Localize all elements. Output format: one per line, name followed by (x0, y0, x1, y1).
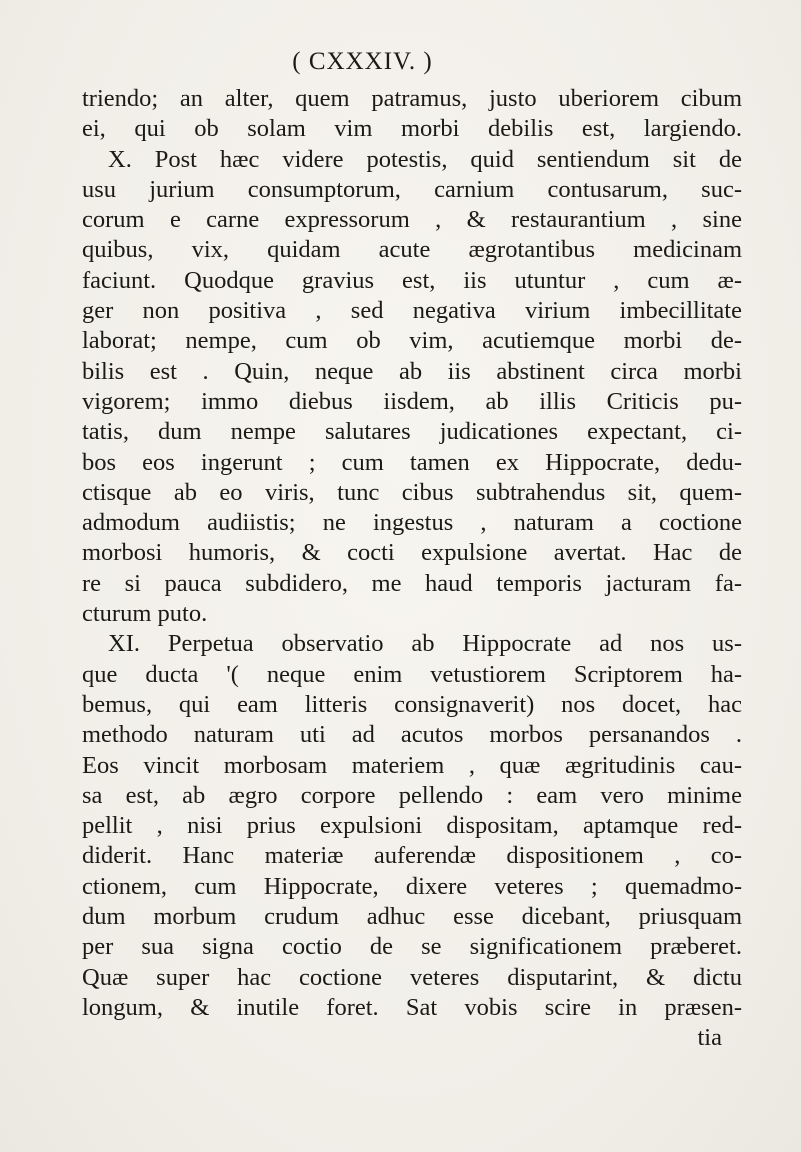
text-line: vigorem; immo diebus iisdem, ab illis Criticis pu- (82, 387, 742, 415)
text-line: XI. Perpetua observatio ab Hippocrate ad nos us- (108, 630, 742, 658)
text-line: quibus, vix, quidam acute ægrotantibus medicinam (82, 236, 742, 264)
text-line: Eos vincit morbosam materiem , quæ ægritudinis cau- (82, 751, 742, 779)
text-line: methodo naturam uti ad acutos morbos persanandos . (82, 721, 742, 749)
text-line: ctionem, cum Hippocrate, dixere veteres ; quemadmo- (82, 872, 742, 900)
text-line: bos eos ingerunt ; cum tamen ex Hippocrate, dedu- (82, 448, 742, 476)
text-line: triendo; an alter, quem patramus, justo uberiorem cibum (82, 85, 742, 112)
text-line: X. Post hæc videre potestis, quid sentiendum sit de (108, 145, 742, 173)
text-line: corum e carne expressorum , & restaurantium , sine (82, 206, 742, 234)
text-line: admodum audiistis; ne ingestus , naturam a coctione (82, 509, 742, 537)
text-line: per sua signa coctio de se significationem præberet. (82, 933, 742, 961)
text-line: dum morbum crudum adhuc esse dicebant, priusquam (82, 903, 742, 931)
text-line: pellit , nisi prius expulsioni dispositam, aptamque red- (82, 812, 742, 840)
text-line: ctisque ab eo viris, tunc cibus subtrahendus sit, quem- (82, 478, 742, 506)
text-line: Quæ super hac coctione veteres disputarint, & dictu (82, 963, 742, 991)
text-line: faciunt. Quodque gravius est, iis utuntur , cum æ- (82, 266, 742, 294)
text-line: re si pauca subdidero, me haud temporis jacturam fa- (82, 569, 742, 597)
text-line: bilis est . Quin, neque ab iis abstinent circa morbi (82, 357, 742, 385)
text-line: que ducta '( neque enim vetustiorem Scriptorem ha- (82, 660, 742, 688)
page-number-heading: ( CXXXIV. ) (292, 48, 433, 75)
text-line: diderit. Hanc materiæ auferendæ dispositionem , co- (82, 842, 742, 870)
text-line: usu jurium consumptorum, carnium contusarum, suc- (82, 175, 742, 203)
text-line: sa est, ab ægro corpore pellendo : eam vero minime (82, 781, 742, 809)
text-line: cturum puto. (82, 600, 208, 628)
text-line: ei, qui ob solam vim morbi debilis est, largiendo. (82, 115, 742, 143)
page-header (0, 48, 801, 76)
text-line: ger non positiva , sed negativa virium imbecillitate (82, 297, 742, 325)
text-line: longum, & inutile foret. Sat vobis scire in præsen- (82, 993, 742, 1021)
body-text (82, 84, 742, 1054)
text-line: tia (697, 1024, 722, 1052)
text-line: morbosi humoris, & cocti expulsione avertat. Hac de (82, 539, 742, 567)
text-line: bemus, qui eam litteris consignaverit) nos docet, hac (82, 690, 742, 718)
text-line: laborat; nempe, cum ob vim, acutiemque morbi de- (82, 327, 742, 355)
text-line: tatis, dum nempe salutares judicationes expectant, ci- (82, 418, 742, 446)
